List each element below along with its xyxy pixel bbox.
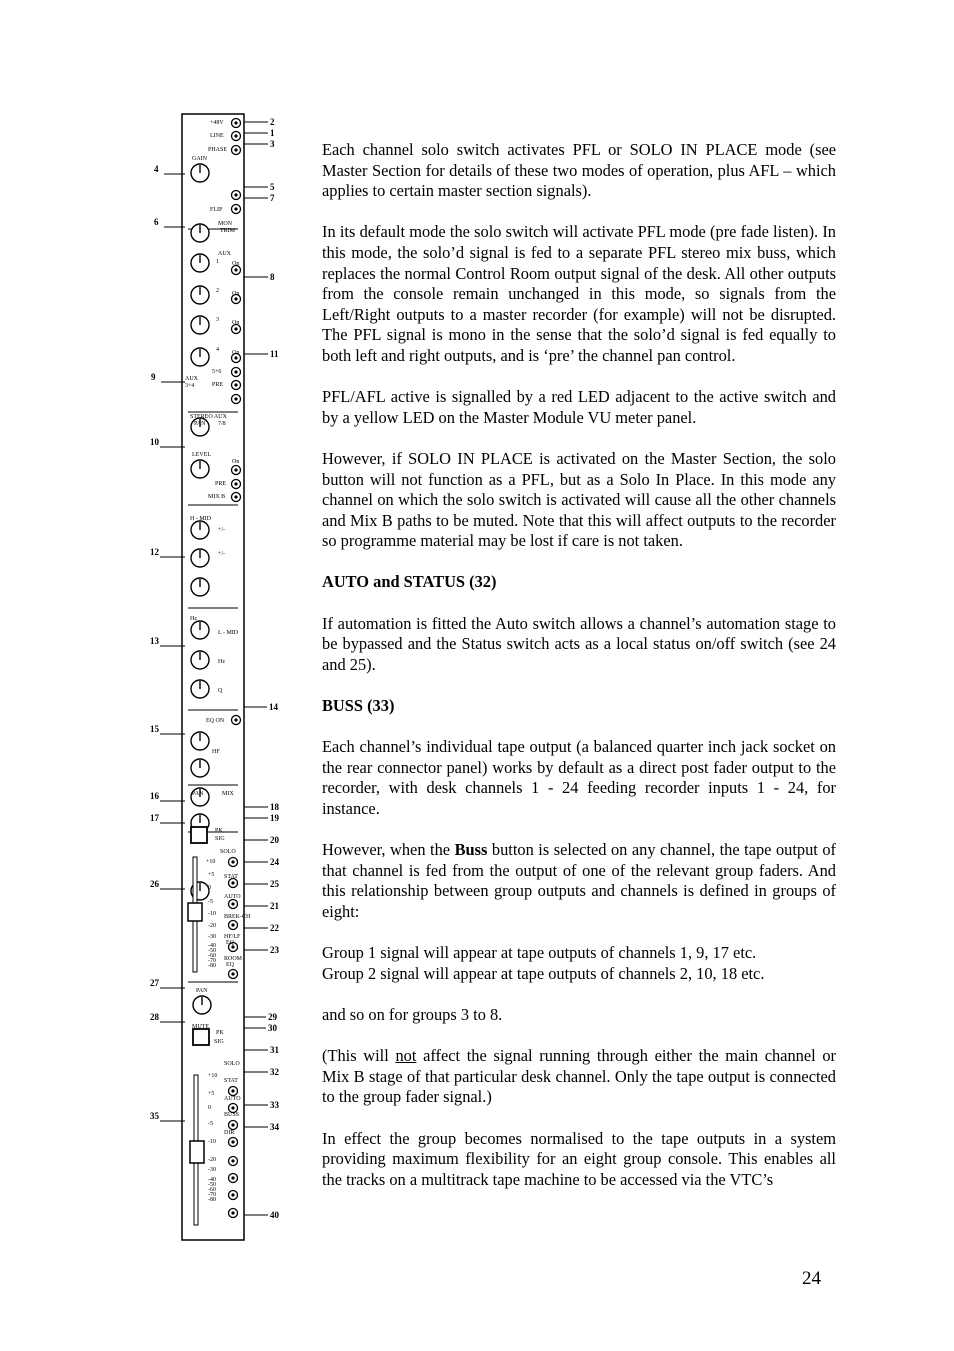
solo-square-switch	[191, 827, 207, 843]
paragraph-group-1: Group 1 signal will appear at tape outputs of channels 1, 9, 17 etc.	[322, 943, 757, 963]
push-button-icon	[229, 1121, 238, 1130]
panel-label: MIX B	[208, 494, 226, 500]
knob-icon	[191, 732, 209, 750]
panel-label: 7/8	[218, 421, 226, 427]
body-text	[322, 140, 836, 1211]
fader-cap-icon	[190, 1141, 204, 1163]
panel-label: -50	[208, 948, 216, 954]
push-button-icon	[232, 205, 241, 214]
panel-label: SIG	[214, 1039, 224, 1045]
button-dot	[234, 134, 237, 137]
paragraph-auto: If automation is fitted the Auto switch allows a channel’s automation stage to be bypassed and the Status switch acts as a local status on/off switch (see 24 and 25).	[322, 613, 836, 674]
push-button-icon	[232, 493, 241, 502]
push-button-icon	[229, 1087, 238, 1096]
panel-label: -80	[208, 1197, 216, 1203]
knob-icon	[191, 460, 209, 478]
panel-label: -5	[208, 899, 213, 905]
callout-number: 13	[150, 636, 159, 646]
callout-number: 34	[270, 1122, 279, 1132]
panel-label: -20	[208, 923, 216, 929]
panel-label: LINE	[210, 133, 224, 139]
button-dot	[234, 718, 237, 721]
push-button-icon	[232, 466, 241, 475]
panel-label: On	[232, 459, 240, 465]
panel-label: -30	[208, 934, 216, 940]
callout-number: 5	[270, 182, 275, 192]
push-button-icon	[232, 716, 241, 725]
button-dot	[231, 923, 234, 926]
panel-label: HF/LF	[224, 934, 241, 940]
paragraph-solo-intro: Each channel solo switch activates PFL or SOLO IN PLACE mode (see Master Section for details of these two modes of operation, plus AFL – which applies to certain master section signals).	[322, 140, 836, 201]
push-button-icon	[229, 1191, 238, 1200]
panel-label: 5+6	[212, 369, 222, 375]
callout-number: 3	[270, 139, 275, 149]
button-dot	[234, 370, 237, 373]
button-dot	[234, 148, 237, 151]
panel-label: PK	[216, 1030, 224, 1036]
push-button-icon	[229, 1138, 238, 1147]
button-dot	[231, 1193, 234, 1196]
panel-label: -40	[208, 1177, 216, 1183]
push-button-icon	[229, 1157, 238, 1166]
push-button-icon	[229, 970, 238, 979]
panel-label: -10	[208, 1139, 216, 1145]
panel-label: STAT	[224, 1078, 238, 1084]
push-button-icon	[232, 132, 241, 141]
panel-label: SOLO	[224, 1061, 240, 1067]
knob-icon	[191, 316, 209, 334]
panel-label: LEVEL	[192, 452, 211, 458]
panel-label: FLIP	[210, 207, 223, 213]
button-dot	[231, 860, 234, 863]
text-run: affect the signal running through either the main channel or Mix B stage of that particular desk channel. Only the tape output is connected to the group fader signal.)	[322, 1046, 837, 1107]
panel-label: -5	[208, 1121, 213, 1127]
callout-number: 35	[150, 1111, 159, 1121]
panel-label: H - MID	[190, 516, 211, 522]
callout-number: 18	[270, 802, 279, 812]
panel-label: -80	[208, 963, 216, 969]
button-dot	[234, 482, 237, 485]
callout-number: 26	[150, 879, 159, 889]
panel-label: 1	[216, 259, 219, 265]
panel-label: +5	[208, 1091, 215, 1097]
button-dot	[234, 383, 237, 386]
text-run: However, when the	[322, 840, 455, 860]
button-dot	[234, 297, 237, 300]
knob-icon	[191, 621, 209, 639]
panel-label: Hz	[190, 616, 197, 622]
panel-label: DIR	[224, 1130, 235, 1136]
panel-label: BUSS	[224, 1112, 240, 1118]
mute-square-switch	[193, 1029, 209, 1045]
push-button-icon	[229, 921, 238, 930]
callout-number: 8	[270, 272, 275, 282]
panel-label: -70	[208, 1192, 216, 1198]
panel-label: EQ	[226, 940, 234, 946]
panel-label: 3	[216, 317, 219, 323]
panel-label: +10	[208, 1073, 218, 1079]
callout-number: 4	[154, 164, 159, 174]
button-dot	[231, 972, 234, 975]
button-dot	[234, 121, 237, 124]
button-dot	[234, 397, 237, 400]
button-dot	[231, 881, 234, 884]
button-dot	[234, 356, 237, 359]
channel-strip-diagram	[140, 105, 300, 1250]
callout-number: 10	[150, 437, 159, 447]
push-button-icon	[232, 480, 241, 489]
callout-number: 30	[268, 1023, 277, 1033]
push-button-icon	[229, 858, 238, 867]
callout-number: 23	[270, 945, 279, 955]
heading-buss: BUSS (33)	[322, 696, 395, 716]
knob-icon	[191, 224, 209, 242]
button-dot	[231, 1089, 234, 1092]
callout-number: 1	[270, 128, 275, 138]
push-button-icon	[229, 1209, 238, 1218]
button-dot	[231, 1123, 234, 1126]
knob-icon	[191, 578, 209, 596]
panel-label: AUX	[218, 251, 231, 257]
callout-number: 21	[270, 901, 279, 911]
panel-label: HF	[212, 749, 220, 755]
panel-label: On	[232, 291, 240, 297]
page-number: 24	[802, 1268, 821, 1289]
callout-number: 32	[270, 1067, 279, 1077]
panel-label: 0	[208, 1105, 211, 1111]
callout-number: 12	[150, 547, 159, 557]
button-dot	[231, 1140, 234, 1143]
fader-cap-icon	[188, 903, 202, 921]
panel-label: MON	[218, 221, 233, 227]
callout-number: 29	[268, 1012, 277, 1022]
paragraph-group-2: Group 2 signal will appear at tape outputs of channels 2, 10, 18 etc.	[322, 963, 765, 983]
heading-auto-status: AUTO and STATUS (32)	[322, 572, 497, 592]
button-dot	[234, 193, 237, 196]
panel-label: MUTE	[192, 1024, 209, 1030]
callout-number: 33	[270, 1100, 279, 1110]
panel-label: STEREO AUX	[190, 414, 227, 420]
panel-label: PAN	[194, 421, 206, 427]
panel-label: SIG	[215, 836, 225, 842]
panel-label: PAN	[192, 791, 204, 797]
knob-icon	[191, 254, 209, 272]
knob-icon	[191, 549, 209, 567]
panel-label: PRE	[215, 481, 227, 487]
callout-number: 24	[270, 857, 279, 867]
panel-label: -60	[208, 953, 216, 959]
panel-label: TRIM	[220, 228, 235, 234]
push-button-icon	[232, 119, 241, 128]
panel-label: -70	[208, 958, 216, 964]
panel-label: BREK-CH	[224, 914, 251, 920]
button-dot	[231, 1211, 234, 1214]
panel-label: +5	[208, 872, 215, 878]
knob-icon	[191, 164, 209, 182]
text-run: button is selected on any channel, the tape output of that channel is fed from the output of one of the relevant group faders. And this relationship between group outputs and channels is defined in groups of eight:	[322, 840, 836, 921]
paragraph-pfl-mode: In its default mode the solo switch will activate PFL mode (pre fade listen). In this mode, the solo’d signal is fed to a separate PFL stereo mix buss, which replaces the normal Control Room output signal of the desk. All other outputs from the console remain unchanged in this mode, so signals from the Left/Right outputs to a master recorder (for example) will not be disrupted. The PFL signal is mono in the sense that the solo’d signal is fed equally to both left and right outputs, and is ‘pre’ the channel pan control.	[322, 222, 836, 365]
knob-icon	[193, 996, 211, 1014]
callout-number: 19	[270, 813, 279, 823]
panel-label: EQ ON	[206, 718, 225, 724]
panel-label: +48V	[210, 120, 224, 126]
panel-label: 2	[216, 288, 219, 294]
panel-label: +/-	[218, 527, 226, 533]
push-button-icon	[229, 1174, 238, 1183]
panel-label: EQ	[226, 962, 234, 968]
callout-number: 16	[150, 791, 159, 801]
not-underlined: not	[395, 1046, 417, 1066]
text-run: (This will	[322, 1046, 396, 1066]
panel-label: AUTO	[224, 894, 241, 900]
paragraph-note	[322, 1046, 836, 1108]
panel-label: MIX	[222, 791, 234, 797]
panel-label: PRE	[212, 382, 224, 388]
button-dot	[231, 902, 234, 905]
callout-number: 25	[270, 879, 279, 889]
panel-label: AUTO	[224, 1096, 241, 1102]
panel-label: Hz	[218, 659, 225, 665]
knob-icon	[191, 759, 209, 777]
button-dot	[231, 1159, 234, 1162]
callout-number: 40	[270, 1210, 279, 1220]
panel-label: +10	[206, 859, 216, 865]
panel-label: On	[232, 320, 240, 326]
panel-label: -10	[208, 911, 216, 917]
panel-label: PAN	[196, 988, 208, 994]
push-button-icon	[232, 146, 241, 155]
paragraph-solo-in-place: However, if SOLO IN PLACE is activated on the Master Section, the solo button will not function as a PFL, but as a Solo In Place. In this mode any channel on which the solo switch is activated will cause all the other channels and Mix B paths to be muted. Note that this will affect outputs to the recorder so programme material may be lost if care is not taken.	[322, 448, 836, 551]
callout-number: 15	[150, 724, 159, 734]
button-dot	[234, 268, 237, 271]
panel-label: 3+4	[185, 383, 195, 389]
button-dot	[234, 327, 237, 330]
panel-label: AUX	[185, 376, 198, 382]
callout-number: 17	[150, 813, 159, 823]
button-dot	[234, 207, 237, 210]
paragraph-tape-output: Each channel’s individual tape output (a balanced quarter inch jack socket on the rear connector panel) works by default as a direct post fader output to the recorder, with desk channels 1 - 24 feeding recorder inputs 1 - 24, for instance.	[322, 737, 836, 818]
push-button-icon	[229, 900, 238, 909]
panel-label: PHASE	[208, 147, 228, 153]
callout-number: 2	[270, 117, 275, 127]
callout-number: 11	[270, 349, 279, 359]
callout-number: 22	[270, 923, 279, 933]
knob-icon	[191, 521, 209, 539]
panel-label: PK	[215, 828, 223, 834]
push-button-icon	[232, 368, 241, 377]
push-button-icon	[232, 395, 241, 404]
callout-number: 7	[270, 193, 275, 203]
panel-label: SOLO	[220, 849, 236, 855]
paragraph-buss-button	[322, 840, 836, 922]
panel-label: -20	[208, 1157, 216, 1163]
panel-label: GAIN	[192, 156, 207, 162]
knob-icon	[191, 348, 209, 366]
knob-icon	[191, 680, 209, 698]
button-dot	[234, 495, 237, 498]
panel-label: On	[232, 350, 240, 356]
panel-label: ROOM	[224, 956, 243, 962]
buss-bold: Buss	[454, 840, 488, 860]
panel-label: +/-	[218, 551, 226, 557]
callout-number: 6	[154, 217, 159, 227]
panel-label: -60	[208, 1187, 216, 1193]
paragraph-normalised: In effect the group becomes normalised to the tape outputs in a system providing maximum flexibility for an eight group console. This enables all the tracks on a multitrack tape machine to be accessed via the VTC’s	[322, 1128, 836, 1189]
callout-number: 14	[269, 702, 278, 712]
knob-icon	[191, 651, 209, 669]
strip-outline	[182, 114, 244, 1240]
paragraph-pfl-led: PFL/AFL active is signalled by a red LED adjacent to the active switch and by a yellow LED on the Master Module VU meter panel.	[322, 387, 836, 427]
paragraph-groups-3-8: and so on for groups 3 to 8.	[322, 1004, 503, 1024]
knob-icon	[191, 286, 209, 304]
push-button-icon	[232, 191, 241, 200]
panel-label: Q	[218, 688, 223, 694]
panel-label: 4	[216, 347, 219, 353]
push-button-icon	[232, 381, 241, 390]
panel-label: 0	[208, 885, 211, 891]
callout-number: 28	[150, 1012, 159, 1022]
panel-label: On	[232, 261, 240, 267]
panel-label: -40	[208, 943, 216, 949]
button-dot	[234, 468, 237, 471]
callout-number: 27	[150, 978, 159, 988]
button-dot	[231, 1176, 234, 1179]
callout-number: 20	[270, 835, 279, 845]
callout-number: 9	[151, 372, 156, 382]
panel-label: -50	[208, 1182, 216, 1188]
panel-label: -30	[208, 1167, 216, 1173]
button-dot	[231, 1106, 234, 1109]
panel-label: STAT	[224, 874, 238, 880]
panel-label: L - MID	[218, 630, 239, 636]
callout-number: 31	[270, 1045, 279, 1055]
